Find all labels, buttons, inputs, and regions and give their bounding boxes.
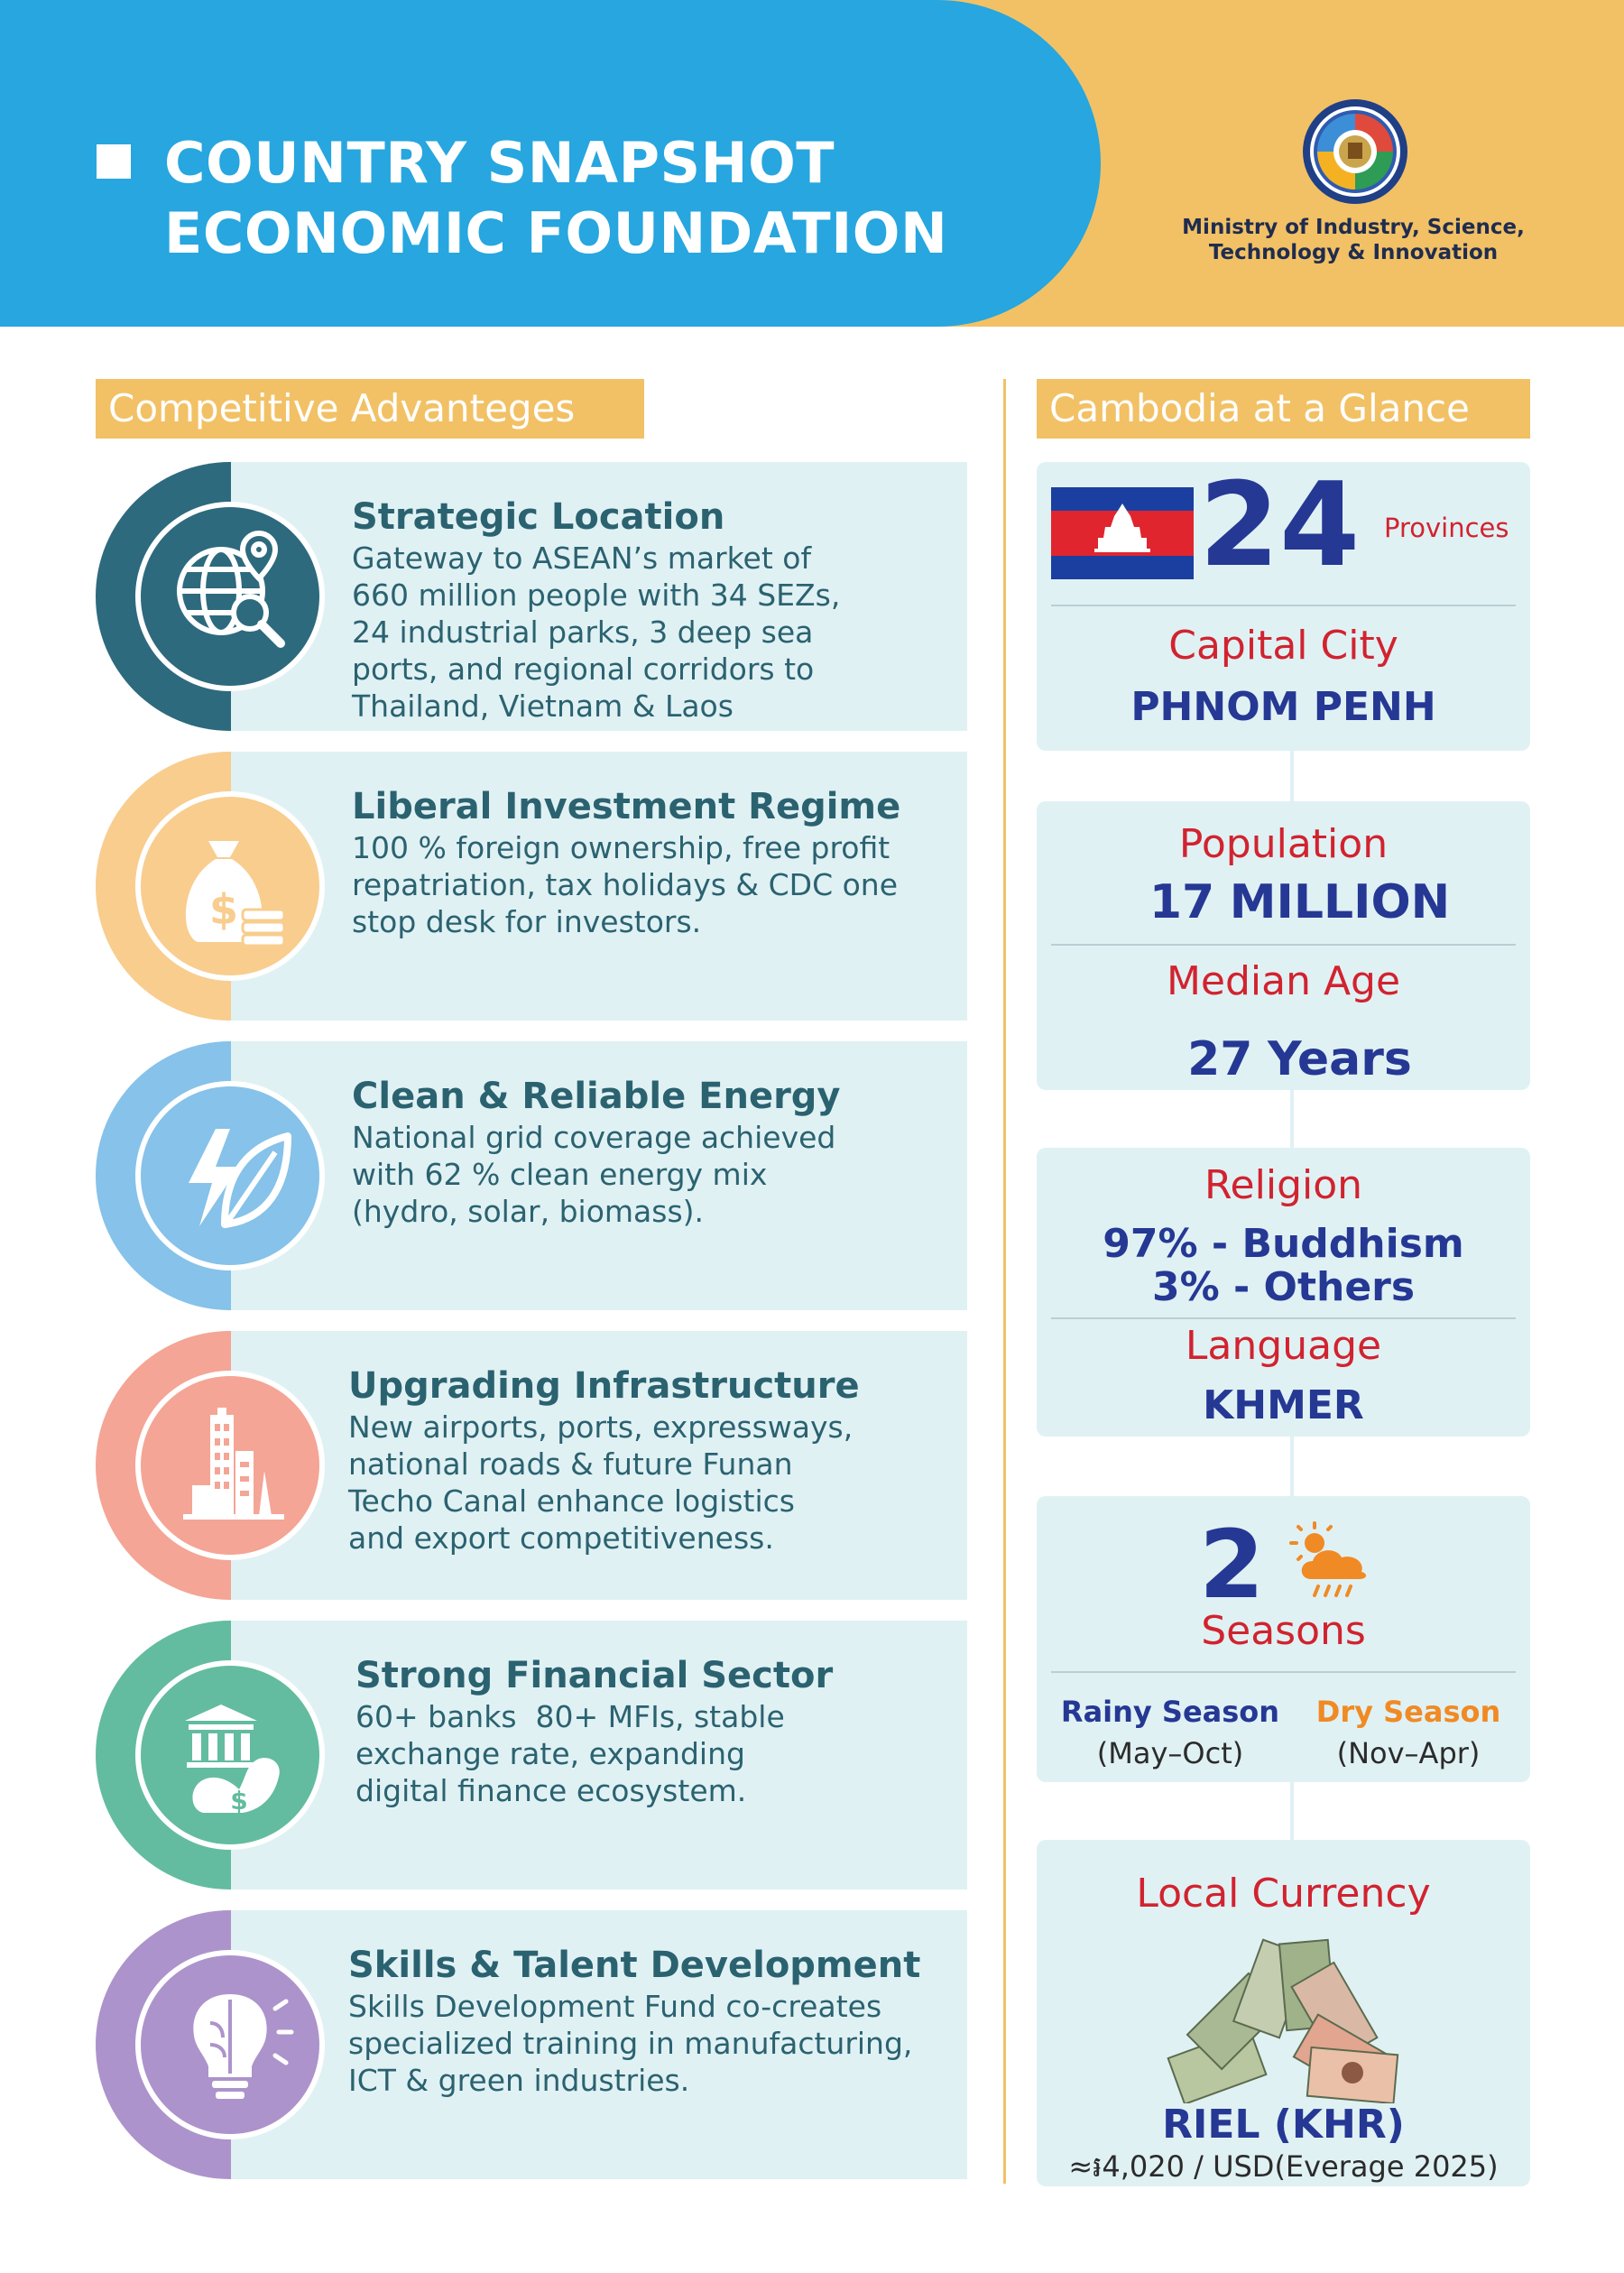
- box-connector: [1290, 1437, 1294, 1496]
- advantage-card-infrastructure: [87, 1331, 967, 1600]
- seasons-label: Seasons: [1201, 1608, 1366, 1654]
- card-title: Strong Financial Sector: [355, 1655, 834, 1696]
- card-text-line: ports, and regional corridors to: [352, 651, 815, 687]
- religion-others: 3% - Others: [1151, 1264, 1416, 1310]
- glance-box-seasons: [1037, 1496, 1530, 1782]
- advantage-card-clean-energy: [87, 1041, 967, 1310]
- rainy-season-months: (May–Oct): [1096, 1736, 1244, 1770]
- ministry-line-1: Ministry of Industry, Science,: [1182, 216, 1525, 239]
- lightning-leaf-icon: [152, 1098, 308, 1253]
- card-description: [355, 1698, 951, 1809]
- religion-label: Religion: [1204, 1162, 1363, 1208]
- glance-box-provinces-capital: [1037, 458, 1530, 751]
- cambodia-at-a-glance-heading: Cambodia at a Glance: [1037, 379, 1530, 439]
- card-description: [352, 1119, 947, 1230]
- provinces-count: 24: [1199, 458, 1361, 593]
- ministry-seal-icon: [1301, 97, 1409, 206]
- population-number: 17: [1149, 875, 1215, 929]
- dry-season-label: Dry Season: [1315, 1695, 1501, 1729]
- card-text-line: Gateway to ASEAN’s market of: [352, 541, 812, 576]
- sun-rain-cloud-icon: [1287, 1521, 1374, 1601]
- median-age-number: 27: [1187, 1032, 1253, 1086]
- card-text-line: Skills Development Fund co-creates: [348, 1989, 882, 2024]
- page-title: [164, 128, 947, 269]
- card-text-line: and export competitiveness.: [348, 1520, 774, 1556]
- card-description: [348, 1988, 944, 2099]
- exchange-rate: ≈៛4,020 / USD(Everage 2025): [1068, 2149, 1499, 2184]
- median-age-label: Median Age: [1166, 958, 1401, 1004]
- separator-line: [1051, 1317, 1516, 1319]
- card-text-line: repatriation, tax holidays & CDC one: [352, 867, 899, 902]
- separator-line: [1051, 944, 1516, 946]
- card-description: [348, 1409, 944, 1557]
- cambodia-flag-icon: [1051, 487, 1194, 579]
- seasons-count: 2: [1199, 1510, 1265, 1620]
- provinces-label: Provinces: [1384, 513, 1509, 543]
- advantage-card-liberal-investment: [87, 752, 967, 1021]
- title-bullet-square: [97, 144, 131, 179]
- card-text-line: National grid coverage achieved: [352, 1120, 836, 1155]
- separator-line: [1051, 1671, 1516, 1673]
- rainy-season-label: Rainy Season: [1060, 1695, 1280, 1729]
- currency-label: Local Currency: [1136, 1871, 1431, 1917]
- dry-season-months: (Nov–Apr): [1336, 1736, 1481, 1770]
- card-text-line: 660 million people with 34 SEZs,: [352, 577, 841, 613]
- glance-box-religion-language: [1037, 1148, 1530, 1437]
- card-text-line: with 62 % clean energy mix: [352, 1157, 768, 1192]
- card-text-line: digital finance ecosystem.: [355, 1773, 747, 1808]
- card-title: Upgrading Infrastructure: [348, 1365, 860, 1407]
- population-unit: MILLION: [1229, 875, 1451, 929]
- language-label: Language: [1185, 1323, 1382, 1369]
- advantage-card-strategic-location: [87, 462, 967, 731]
- card-text-line: ICT & green industries.: [348, 2063, 690, 2098]
- card-title: Skills & Talent Development: [348, 1945, 921, 1986]
- title-line-2: ECONOMIC FOUNDATION: [164, 200, 948, 266]
- glance-box-currency: [1037, 1840, 1530, 2186]
- card-description: [352, 540, 947, 725]
- card-text-line: Techo Canal enhance logistics: [348, 1483, 795, 1519]
- city-buildings-icon: [152, 1388, 308, 1543]
- population-value: [1053, 875, 1546, 929]
- card-title: Strategic Location: [352, 496, 725, 538]
- religion-buddhism: 97% - Buddhism: [1103, 1221, 1464, 1267]
- capital-value: PHNOM PENH: [1130, 684, 1436, 730]
- glance-box-population-age: [1037, 801, 1530, 1090]
- competitive-advantages-heading: Competitive Advanteges: [96, 379, 644, 439]
- bank-strength-icon: [152, 1677, 308, 1833]
- svg-text:$: $: [230, 1786, 248, 1816]
- card-text-line: national roads & future Funan: [348, 1446, 793, 1482]
- card-text-line: (hydro, solar, biomass).: [352, 1194, 705, 1229]
- card-title: Liberal Investment Regime: [352, 786, 901, 827]
- card-text-line: stop desk for investors.: [352, 904, 702, 939]
- title-line-1: COUNTRY SNAPSHOT: [164, 130, 835, 196]
- column-divider: [1003, 379, 1006, 2184]
- card-description: [352, 829, 947, 940]
- card-text-line: 100 % foreign ownership, free profit: [352, 830, 890, 865]
- population-label: Population: [1178, 821, 1389, 867]
- card-text-line: specialized training in manufacturing,: [348, 2026, 913, 2061]
- box-connector: [1290, 1782, 1294, 1840]
- svg-text:$: $: [208, 885, 239, 934]
- separator-line: [1051, 605, 1516, 606]
- card-text-line: New airports, ports, expressways,: [348, 1409, 854, 1445]
- card-text-line: Thailand, Vietnam & Laos: [352, 688, 734, 724]
- globe-location-search-icon: [152, 519, 308, 674]
- median-age-unit: Years: [1268, 1032, 1412, 1086]
- advantage-card-financial-sector: [87, 1621, 967, 1890]
- language-value: KHMER: [1203, 1382, 1364, 1428]
- currency-value: RIEL (KHR): [1162, 2102, 1405, 2148]
- card-text-line: exchange rate, expanding: [355, 1736, 745, 1771]
- card-text-line: 60+ banks 80+ MFIs, stable: [355, 1699, 785, 1734]
- brain-bulb-icon: [152, 1967, 308, 2122]
- ministry-name: [1173, 215, 1534, 265]
- ministry-line-2: Technology & Innovation: [1208, 241, 1499, 264]
- capital-label: Capital City: [1168, 623, 1398, 669]
- banknotes-fan-icon: [1165, 1934, 1403, 2103]
- card-title: Clean & Reliable Energy: [352, 1076, 841, 1117]
- median-age-value: [1053, 1032, 1546, 1086]
- box-connector: [1290, 751, 1294, 801]
- box-connector: [1290, 1090, 1294, 1148]
- money-bag-icon: [152, 808, 308, 964]
- advantage-card-skills-talent: [87, 1910, 967, 2179]
- card-text-line: 24 industrial parks, 3 deep sea: [352, 614, 814, 650]
